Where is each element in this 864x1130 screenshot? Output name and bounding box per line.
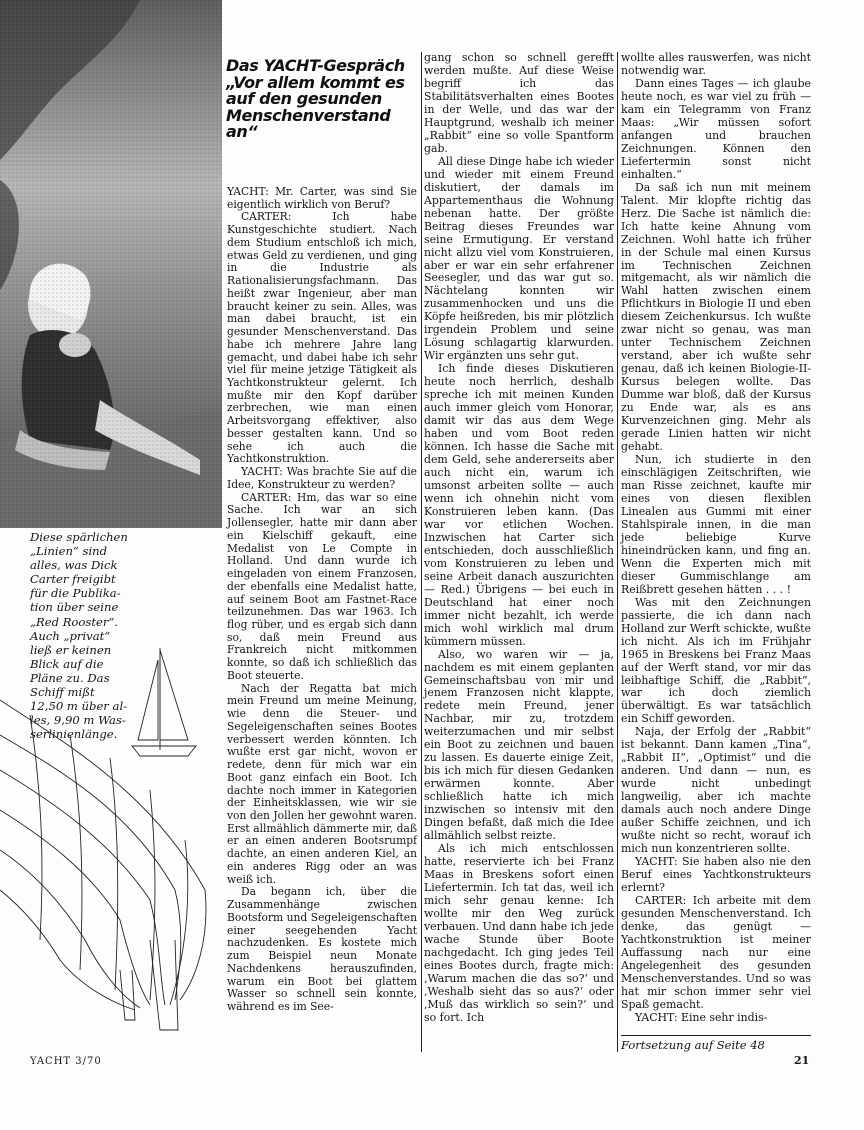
paragraph: gang schon so schnell gerefft werden mußte. Auf diese Weise begriff ich das Stabilitätsverhalten eines Bootes in der Welle, und das war der Hauptgrund, weshalb ich meiner „Rabbit“ eine so volle Spantform gab. xyxy=(424,51,614,155)
paragraph: Ich finde dieses Diskutieren heute noch herrlich, deshalb spreche ich mit meinen Kunden auch immer gleich vom Honorar, damit wir das aus dem Wege haben und vom Boot reden können. Ich hasse die Sache mit dem Geld, sehe andererseits aber auch nicht ein, warum ich umsonst arbeiten sollte — auch wenn ich ohnehin nicht vom Konstruieren leben kann. (Das war vor etlichen Wochen. Inzwischen hat Carter sich entschieden, doch ausschließlich vom Konstruieren zu leben und seine Arbeit danach auszurichten — Red.) Übrigens — bei euch in Deutschland hat einer noch immer nicht bezahlt, ich werde mich wohl wirklich mal drum kümmern müssen. xyxy=(424,362,614,648)
paragraph: YACHT: Was brachte Sie auf die Idee, Konstrukteur zu werden? xyxy=(227,465,417,491)
paragraph: Nach der Regatta bat mich mein Freund um meine Meinung, wie denn die Steuer- und Segeleigenschaften seines Bootes verbessert werden könnten. Ich wußte erst gar nicht, wovon er redete, denn für mich war ein Boot ganz einfach ein Boot. Ich dachte noch immer in Kategorien der Einheitsklassen, wie wir sie von den Jollen her gewohnt waren. Erst allmählich dämmerte mir, daß er an einen anderen Bootsrumpf dachte, an einen anderen Kiel, an ein anderes Rigg oder an was weiß ich. xyxy=(227,681,417,886)
magazine-issue: YACHT 3/70 xyxy=(30,1056,102,1067)
paragraph: Da begann ich, über die Zusammenhänge zwischen Bootsform und Segeleigenschaften einer seegehenden Yacht nachzudenken. Es kostete mich zum Beispiel neun Monate Nachdenkens herauszufinden, warum ein Boot bei glattem Wasser so schnell sein konnte, während es im See- xyxy=(227,885,417,1013)
article-column-1 xyxy=(227,186,417,1014)
paragraph: Dann eines Tages — ich glaube heute noch, es war viel zu früh — kam ein Telegramm von Franz Maas: „Wir müssen sofort anfangen und brauchen Zeichnungen. Können den Liefertermin sonst nicht einhalten.“ xyxy=(621,76,811,181)
article-headline xyxy=(226,58,422,141)
headline-title: „Vor allem kommt es auf den gesunden Menschenverstand an“ xyxy=(226,72,405,141)
paragraph: Was mit den Zeichnungen passierte, die ich dann nach Holland zur Werft schickte, wußte ich nicht. Als ich im Frühjahr 1965 in Breskens bei Franz Maas auf der Werft stand, vor mir das leibhaftige Schiff, die „Rabbit“, war ich doch ziemlich überwältigt. Es war tatsächlich ein Schiff geworden. xyxy=(621,595,811,726)
paragraph: Also, wo waren wir — ja, nachdem es mit einem geplanten Gemeinschaftsbau von mir und jenem Franzosen nicht klappte, redete mein Freund, jener Nachbar, mir zu, trotzdem weiterzumachen und mir selbst ein Boot zu zeichnen und bauen zu lassen. Es dauerte einige Zeit, bis ich mich für diesen Gedanken erwärmen konnte. Aber schließlich hatte ich mich inzwischen so intensiv mit den Dingen befaßt, daß mich die Idee allmählich selbst reizte. xyxy=(424,647,614,843)
column-divider xyxy=(421,52,422,1052)
paragraph: wollte alles rauswerfen, was nicht notwendig war. xyxy=(621,51,811,77)
sailboat-icon xyxy=(132,648,196,756)
paragraph: Nun, ich studierte in den einschlägigen Zeitschriften, wie man Risse zeichnet, kaufte mir eines von diesen flexiblen Linealen aus Gummi mit einer Stahlspirale innen, in die man jede beliebige Kurve hineindrücken kann, und fing an. Wenn die Experten mich mit dieser Gummischlange am Reißbrett gesehen hätten . . . ! xyxy=(621,453,811,596)
paragraph: CARTER: Ich arbeite mit dem gesunden Menschenverstand. Ich denke, das genügt — Yachtkonstruktion ist meiner Auffassung nach nur eine Angelegenheit des gesunden Menschenverstandes. Und so was hat mir schon immer sehr viel Spaß gemacht. xyxy=(621,893,811,1011)
beach-photo xyxy=(0,0,222,528)
paragraph: Naja, der Erfolg der „Rabbit“ ist bekannt. Dann kamen „Tina“, „Rabbit II“, „Optimist“ und die anderen. Und dann — nun, es wurde nicht unbedingt langweilig, aber ich machte damals auch noch andere Dinge außer Schiffe zeichnen, und ich wußte nicht so recht, worauf ich mich nun konzentrieren sollte. xyxy=(621,725,811,856)
paragraph: CARTER: Hm, das war so eine Sache. Ich war an sich Jollensegler, hatte mir dann aber ein Kielschiff gekauft, eine Medalist von Le Compte in Holland. Und dann wurde ich eingeladen von einem Franzosen, der ebenfalls eine Medalist hatte, auf seinem Boot am Fastnet-Race teilzunehmen. Das war 1963. Ich flog rüber, und es ergab sich dann so, daß mein Freund aus Frankreich nicht mitkommen konnte, so daß ich schließlich das Boot steuerte. xyxy=(227,490,417,682)
page-number: 21 xyxy=(794,1054,810,1067)
paragraph: Als ich mich entschlossen hatte, reservierte ich bei Franz Maas in Breskens sofort einen Liefertermin. Ich tat das, weil ich mich sehr genau kenne: Ich wollte mir den Weg zurück verbauen. Und dann habe ich jede wache Stunde über Boote nachgedacht. Ich ging jedes Teil eines Bootes durch, fragte mich: ‚Warum machen die das so?‘ und ‚Weshalb sieht das so aus?‘ oder ‚Muß das wirklich so sein?‘ und so fort. Ich xyxy=(424,842,614,1024)
paragraph: All diese Dinge habe ich wieder und wieder mit einem Freund diskutiert, der damals im Appartementhaus die Wohnung nebenan hatte. Der größte Beitrag dieses Freundes war seine Ermutigung. Er verstand nicht allzu viel vom Konstruieren, aber er war ein sehr erfahrener Seesegler, und das war gut so. Nächtelang konnten wir zusammenhocken und uns die Köpfe heißreden, bis mir plötzlich irgendein Problem und seine Lösung schlagartig klarwurden. Wir ergänzten uns sehr gut. xyxy=(424,154,614,363)
paragraph: YACHT: Sie haben also nie den Beruf eines Yachtkonstrukteurs erlernt? xyxy=(621,855,811,894)
hull-lines-drawing xyxy=(0,640,222,1040)
continuation-note: Fortsetzung auf Seite 48 xyxy=(621,1035,811,1052)
paragraph: YACHT: Mr. Carter, was sind Sie eigentlich wirklich von Beruf? xyxy=(227,185,417,211)
column-divider xyxy=(617,52,618,1052)
paragraph: CARTER: Ich habe Kunstgeschichte studiert. Nach dem Studium entschloß ich mich, etwas Geld zu verdienen, und ging in die Industrie als Rationalisierungsfachmann. Das heißt zwar Ingenieur, aber man braucht keiner zu sein. Alles, was man dabei braucht, ist ein gesunder Menschenverstand. Das habe ich mehrere Jahre lang gemacht, und dabei habe ich sehr viel für meine jetzige Tätigkeit als Yachtkonstrukteur gelernt. Ich mußte mir den Kopf darüber zerbrechen, wie man einen Arbeitsvorgang effektiver, also besser gestalten kann. Und so sehe ich auch die Yachtkonstruktion. xyxy=(227,210,417,466)
paragraph: YACHT: Eine sehr indis- xyxy=(635,1010,768,1024)
article-column-3 xyxy=(621,52,811,1025)
headline-kicker: Das YACHT-Gespräch xyxy=(226,56,405,75)
paragraph: Da saß ich nun mit meinem Talent. Mir klopfte richtig das Herz. Die Sache ist nämlich die: Ich hatte keine Ahnung vom Zeichnen. Wohl hatte ich früher in der Schule mal einen Kursus im Technischen Zeichnen mitgemacht, als wir nämlich die Wahl hatten zwischen einem Pflichtkurs in Biologie II und eben diesem Zeichenkursus. Ich wußte zwar nicht so genau, was man unter Technischem Zeichnen verstand, aber ich wußte sehr genau, daß ich keinen Biologie-II-Kursus belegen wollte. Das Dumme war bloß, daß der Kursus zu Ende war, als es ans Kurvenzeichnen ging. Mehr als gerade Linien hatten wir nicht gehabt. xyxy=(621,180,811,454)
photo-caption: Diese spärlichen „Linien“ sind alles, was Dick Carter freigibt für die Publika- tion über seine „Red Rooster“. Auch „privat“ ließ er keinen Blick auf die Pläne zu. Das Schiff mißt 12,50 m über al- les, 9,90 m Was- serlinienlänge. xyxy=(30,530,128,742)
article-column-2 xyxy=(424,52,614,1025)
